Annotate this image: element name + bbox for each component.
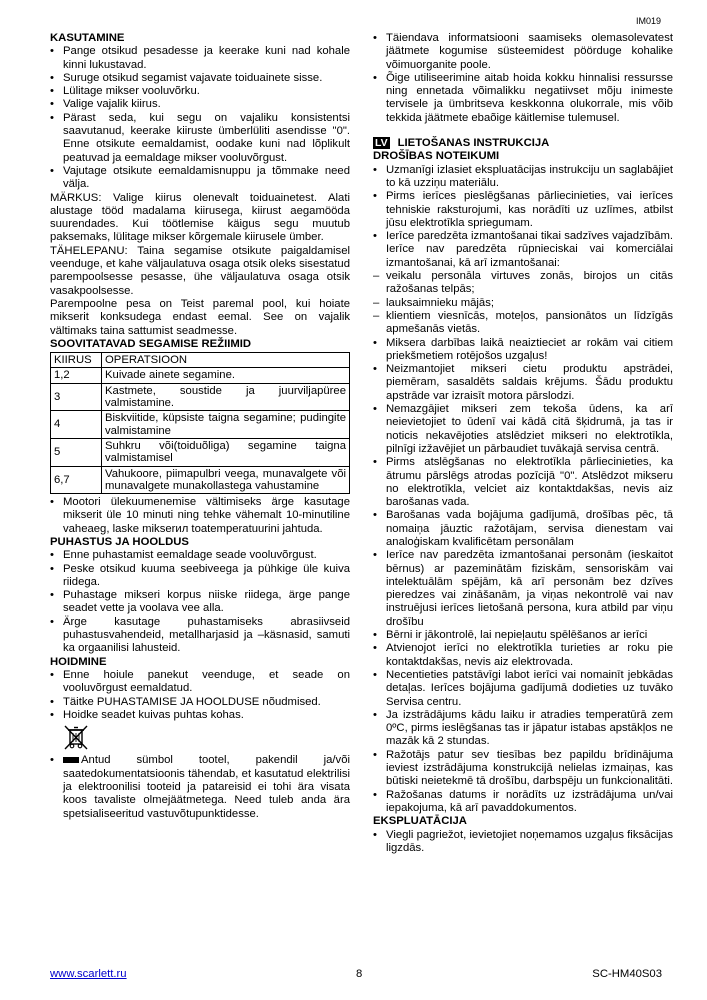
bullet-icon: • xyxy=(373,549,377,562)
list-item xyxy=(50,754,350,820)
kasutamine-list xyxy=(50,45,350,191)
safety-dash-list xyxy=(373,270,673,336)
list-item-text: Täiendava informatsiooni saamiseks olemasolevatest jäätmete kogumise süsteemidest pöörduge kohalike võimuorganite poole. xyxy=(386,32,673,71)
table-header-speed: KIIRUS xyxy=(51,353,102,368)
section-heading-expl: EKSPLUATĀCIJA xyxy=(373,815,467,828)
operation-cell: Kuivade ainete segamine. xyxy=(102,368,350,383)
bullet-icon: • xyxy=(50,111,54,124)
list-item xyxy=(50,85,350,98)
list-item-text: Neizmantojiet mikseri cietu produktu apstrādei, piemēram, sasaldēts saldais krējums. Šādu produktu apstrāde var izraisīt motora pārslodzi. xyxy=(386,363,673,402)
mixing-modes-table xyxy=(50,352,350,494)
list-item-text: Hoidke seadet kuivas puhtas kohas. xyxy=(63,708,244,721)
list-item-text: Pärast seda, kui segu on vajaliku konsistentsi saavutanud, keerake kiiruste ümberlüliti asendisse "0". Enne otsikute eemaldamist, oodake kuni nad lõplikult peatuvad ja eemaldage mikser vooluvõrgust. xyxy=(63,111,350,164)
list-item xyxy=(373,164,673,191)
list-item xyxy=(373,72,673,125)
list-item-text: Ierīce nav paredzēta izmantošanai personām (ieskaitot bērnus) ar pazeminātām fiziskām, sensoriskām vai intelektuālām spējām, kā arī personām bez dzīves pieredzes vai zināšanām, ja viņas nekontrolē vai nav instruējusi ierīces lietošanā persona, kura atbild par viņu drošību xyxy=(386,549,673,628)
list-item xyxy=(50,563,350,590)
table-row xyxy=(51,383,350,411)
expl-list xyxy=(373,829,673,856)
model-number: SC-HM40S03 xyxy=(592,968,662,980)
list-item xyxy=(373,363,673,403)
list-item xyxy=(373,549,673,629)
list-item-text: Ärge kasutage puhastamiseks abrasiivseid puhastusvahendeid, metallharjasid ja –käsnasid, samuti ka orgaanilisi lahusteid. xyxy=(63,615,350,655)
bullet-icon: • xyxy=(373,748,377,761)
storage-list xyxy=(50,669,350,722)
overheat-warning: Mootori ülekuumenemise vältimiseks ärge kasutage mikserit üle 10 minuti ning tehke vähemalt 10-minutiline vaheaeg, laske mikserил toatemperatuurini jahtuda. xyxy=(63,496,350,535)
list-item-text: Nemazgājiet mikseri zem tekoša ūdens, ka arī neievietojiet to ūdenī vai kādā citā šķidrumā, ja tas ir noticis nekavējoties atslēdziet mikseri no elektrotīkla, pilnīgi izžavējiet un pārbaudiet tuvākajā servisa centrā. xyxy=(386,403,673,455)
operation-cell: Kastmete, soustide ja juurviljapüree valmistamine. xyxy=(102,383,350,411)
list-item xyxy=(373,829,673,856)
bullet-icon: • xyxy=(50,668,54,681)
list-item-text: Õige utiliseerimine aitab hoida kokku hinnalisi ressursse ning ennetada võimalikku negatiivset mõju inimeste tervisele ja ümbritseva keskkonna olukorrale, mis võib tekkida jäätmete ebaõige käitlemise tulemusel. xyxy=(386,71,673,124)
list-item xyxy=(50,709,350,722)
list-item xyxy=(373,190,673,230)
speed-cell: 6,7 xyxy=(51,466,102,494)
list-item-text: Ražošanas datums ir norādīts uz izstrādājuma un/vai iepakojuma, kā arī pavaddokumentos. xyxy=(386,788,673,814)
list-item xyxy=(373,270,673,297)
bullet-icon: • xyxy=(50,615,54,628)
list-item xyxy=(373,789,673,816)
list-item-text: Atvienojot ierīci no elektrotīkla turieties ar roku pie kontaktdakšas, nevis aiz elektrovada. xyxy=(386,642,673,668)
list-item-text: klientiem viesnīcās, moteļos, pansionātos un līdzīgās apmešanās vietās. xyxy=(386,309,673,336)
list-item xyxy=(373,230,673,270)
bullet-icon: • xyxy=(373,403,377,416)
list-item-text: Suruge otsikud segamist vajavate toiduainete sisse. xyxy=(63,71,323,84)
section-heading-modes: SOOVITATAVAD SEGAMISE REŽIIMID xyxy=(50,337,252,350)
table-row xyxy=(51,411,350,439)
list-item-text: Pirms ierīces pieslēgšanas pārliecinieties, vai ierīces tehniskie raksturojumi, kas norādīti uz uzlīmes, atbilst jūsu elektrotīkla spriegumam. xyxy=(386,190,673,229)
bullet-icon: • xyxy=(50,549,54,562)
list-item xyxy=(373,297,673,310)
recycling-info-list xyxy=(373,32,673,125)
section-heading-kasutamine: KASUTAMINE xyxy=(50,32,125,44)
bullet-icon: • xyxy=(373,629,377,642)
cleaning-list xyxy=(50,549,350,655)
speed-cell: 4 xyxy=(51,411,102,439)
section-heading-storage: HOIDMINE xyxy=(50,655,107,668)
bullet-icon: • xyxy=(50,496,54,509)
bullet-icon: • xyxy=(50,45,54,58)
list-item-text: Enne hoiule panekut veenduge, et seade on vooluvõrgust eemaldatud. xyxy=(63,668,350,695)
bullet-icon: • xyxy=(50,589,54,602)
safety-list-b xyxy=(373,337,673,816)
list-item xyxy=(373,403,673,456)
bullet-icon: • xyxy=(373,668,377,681)
bullet-icon: • xyxy=(50,164,54,177)
list-item-text: Puhastage mikseri korpus niiske riidega, ärge pange seadet vette ja voolava vee alla. xyxy=(63,589,350,615)
list-item xyxy=(50,112,350,165)
bullet-icon: • xyxy=(373,363,377,376)
bullet-icon: • xyxy=(373,163,377,176)
list-item xyxy=(50,45,350,72)
table-row xyxy=(51,368,350,383)
operation-cell: Vahukoore, piimapulbri veega, munavalgete või munavalgete munakollastega vahustamine xyxy=(102,466,350,494)
list-item xyxy=(373,310,673,337)
speed-cell: 5 xyxy=(51,438,102,466)
table-row xyxy=(51,438,350,466)
safety-list-a xyxy=(373,164,673,270)
list-item xyxy=(373,32,673,72)
list-item xyxy=(50,98,350,111)
lv-title: LV LIETOŠANAS INSTRUKCIJA xyxy=(375,137,550,150)
list-item xyxy=(50,696,350,709)
table-header-row xyxy=(51,353,350,368)
bullet-icon: • xyxy=(373,509,377,522)
list-item-text: Pange otsikud pesadesse ja keerake kuni nad kohale kinni lukustavad. xyxy=(63,45,350,71)
list-item xyxy=(50,669,350,696)
table-row xyxy=(51,466,350,494)
list-item xyxy=(373,749,673,789)
list-item xyxy=(373,709,673,749)
list-item-text: Uzmanīgi izlasiet ekspluatācijas instrukciju un saglabājiet to kā uzziņu materiālu. xyxy=(386,163,673,189)
bullet-icon: • xyxy=(373,336,377,349)
bullet-icon: • xyxy=(373,32,377,44)
list-item-text: Necentieties patstāvīgi labot ierīci vai nomainīt jebkādas detaļas. Ierīces bojājuma gadījumā dodieties uz tuvāko Servisa centru. xyxy=(386,668,673,708)
section-heading-cleaning: PUHASTUS JA HOOLDUS xyxy=(50,535,189,548)
bullet-icon: • xyxy=(373,230,377,243)
list-item xyxy=(373,642,673,669)
document-code: IM019 xyxy=(635,16,661,26)
section-heading-safety: DROŠĪBAS NOTEIKUMI xyxy=(373,150,500,163)
left-column xyxy=(50,32,350,821)
list-item-text: Enne puhastamist eemaldage seade vooluvõrgust. xyxy=(63,549,317,562)
list-item xyxy=(50,616,350,656)
list-item-text: veikalu personāla virtuves zonās, birojos un citās ražošanas telpās; xyxy=(386,270,673,296)
bullet-icon: • xyxy=(50,98,54,111)
bullet-icon: • xyxy=(50,85,54,98)
list-item-text: Vajutage otsikute eemaldamisnuppu ja tõmmake need välja. xyxy=(63,164,350,191)
bullet-icon: • xyxy=(373,642,377,655)
dash-icon: – xyxy=(373,296,380,309)
bullet-icon: • xyxy=(50,562,54,575)
dash-icon: – xyxy=(373,309,380,322)
bullet-icon: • xyxy=(50,695,54,708)
dash-icon: – xyxy=(373,270,380,283)
attention-paragraph-2: Parempoolne pesa on Teist paremal pool, kui hoiate mikserit konksudega endast eemal. See on vajalik vältimaks taina sattumist seadmesse. xyxy=(50,297,350,337)
page-number: 8 xyxy=(356,968,363,980)
list-item-text: Bērni ir jākontrolē, lai nepieļautu spēlēšanos ar ierīci xyxy=(386,629,648,642)
list-item-text: Ražotājs patur sev tiesības bez papildu brīdinājuma ieviest izstrādājuma konstrukcijā nelielas izmaiņas, kas būtiski neietekmē tā drošību, darbspēju un funkcionalitāti. xyxy=(386,748,673,788)
list-item-text: Ierīce paredzēta izmantošanai tikai sadzīves vajadzībām. Ierīce nav paredzēta rūpnieciskai vai komerciālai izmantošanai, kā arī izmantošanai: xyxy=(386,230,673,269)
right-column xyxy=(373,32,673,855)
list-item-text: Ja izstrādājums kādu laiku ir atradies temperatūrā zem 0ºC, pirms ieslēgšanas tas ir jāpatur istabas apstākļos ne mazāk kā 2 stundas. xyxy=(386,708,673,748)
website-link[interactable]: www.scarlett.ru xyxy=(50,968,127,980)
bullet-icon: • xyxy=(50,754,54,767)
bullet-icon: • xyxy=(373,456,377,469)
bullet-icon: • xyxy=(373,190,377,203)
list-item xyxy=(373,629,673,642)
black-bar-icon xyxy=(63,757,79,763)
list-item xyxy=(50,549,350,562)
list-item-text: lauksaimnieku mājās; xyxy=(386,296,494,309)
list-item xyxy=(50,72,350,85)
list-item-text: Barošanas vada bojājuma gadījumā, drošības pēc, tā nomaiņa jāuztic ražotājam, servisa dienestam vai analoģiskam kvalificētam personālam xyxy=(386,509,673,548)
list-item-text: Miksera darbības laikā neaiztieciet ar rokām vai citiem priekšmetiem rotējošos uzgaļus! xyxy=(386,336,673,362)
note-paragraph: MÄRKUS: Valige kiirus olenevalt toiduainetest. Alati alustage tööd madalama kiirusega, kiirust aegamööda suurendades. Kui töötlemise käigus segu muutub paksemaks, lülitage mikser kõrgemale kiirusele ümber. xyxy=(50,191,350,244)
bullet-icon: • xyxy=(373,71,377,84)
speed-cell: 3 xyxy=(51,383,102,411)
list-item-text: Pirms atslēgšanas no elektrotīkla pārliecinieties, ka ātrumu pārslēgs atrodas pozīcijā "0". Atslēdzot mikseru no elektrotīkla, velciet aiz kontaktdakšas, nevis aiz barošanas vada. xyxy=(386,456,673,509)
list-item xyxy=(50,496,350,536)
bullet-icon: • xyxy=(50,708,54,721)
list-item xyxy=(373,509,673,549)
bullet-icon: • xyxy=(373,828,377,841)
list-item xyxy=(50,165,350,192)
list-item xyxy=(373,456,673,509)
list-item xyxy=(373,337,673,364)
list-item xyxy=(50,589,350,616)
operation-cell: Suhkru või(toiduõliga) segamine taigna valmistamisel xyxy=(102,438,350,466)
table-header-operation: OPERATSIOON xyxy=(102,353,350,368)
operation-cell: Biskviitide, küpsiste taigna segamine; pudingite valmistamine xyxy=(102,411,350,439)
list-item-text: Täitke PUHASTAMISE JA HOOLDUSE nõudmised. xyxy=(63,695,321,708)
bullet-icon: • xyxy=(50,71,54,84)
language-badge: LV xyxy=(375,137,388,150)
bullet-icon: • xyxy=(373,708,377,721)
list-item-text: Valige vajalik kiirus. xyxy=(63,98,161,111)
recycle-notice: Antud sümbol tootel, pakendil ja/või saatedokumentatsioonis tähendab, et kasutatud elektrilisi ja elektroonilisi tooteid ja patareisid ei tohi ära visata koos tavaliste olmejäätmetega. Need tuleb anda ära spetsialiseeritud vastuvõtupunktidesse. xyxy=(63,754,350,820)
list-item-text: Peske otsikud kuuma seebiveega ja pühkige üle kuiva riidega. xyxy=(63,562,350,588)
list-item-text: Lülitage mikser vooluvõrku. xyxy=(63,85,200,98)
list-item-text: Viegli pagriežot, ievietojiet noņemamos uzgaļus fiksācijas ligzdās. xyxy=(386,828,673,854)
speed-cell: 1,2 xyxy=(51,368,102,383)
list-item xyxy=(373,669,673,709)
crossed-out-wheelie-bin-icon xyxy=(62,724,90,750)
attention-paragraph: TÄHELEPANU: Taina segamise otsikute paigaldamisel veenduge, et kahe väljaulatuva osaga otsik oleks sisestatud parempoolsesse pesasse, ühe väljaulatuva osaga otsik vasakpoolsesse. xyxy=(50,244,350,297)
bullet-icon: • xyxy=(373,788,377,801)
